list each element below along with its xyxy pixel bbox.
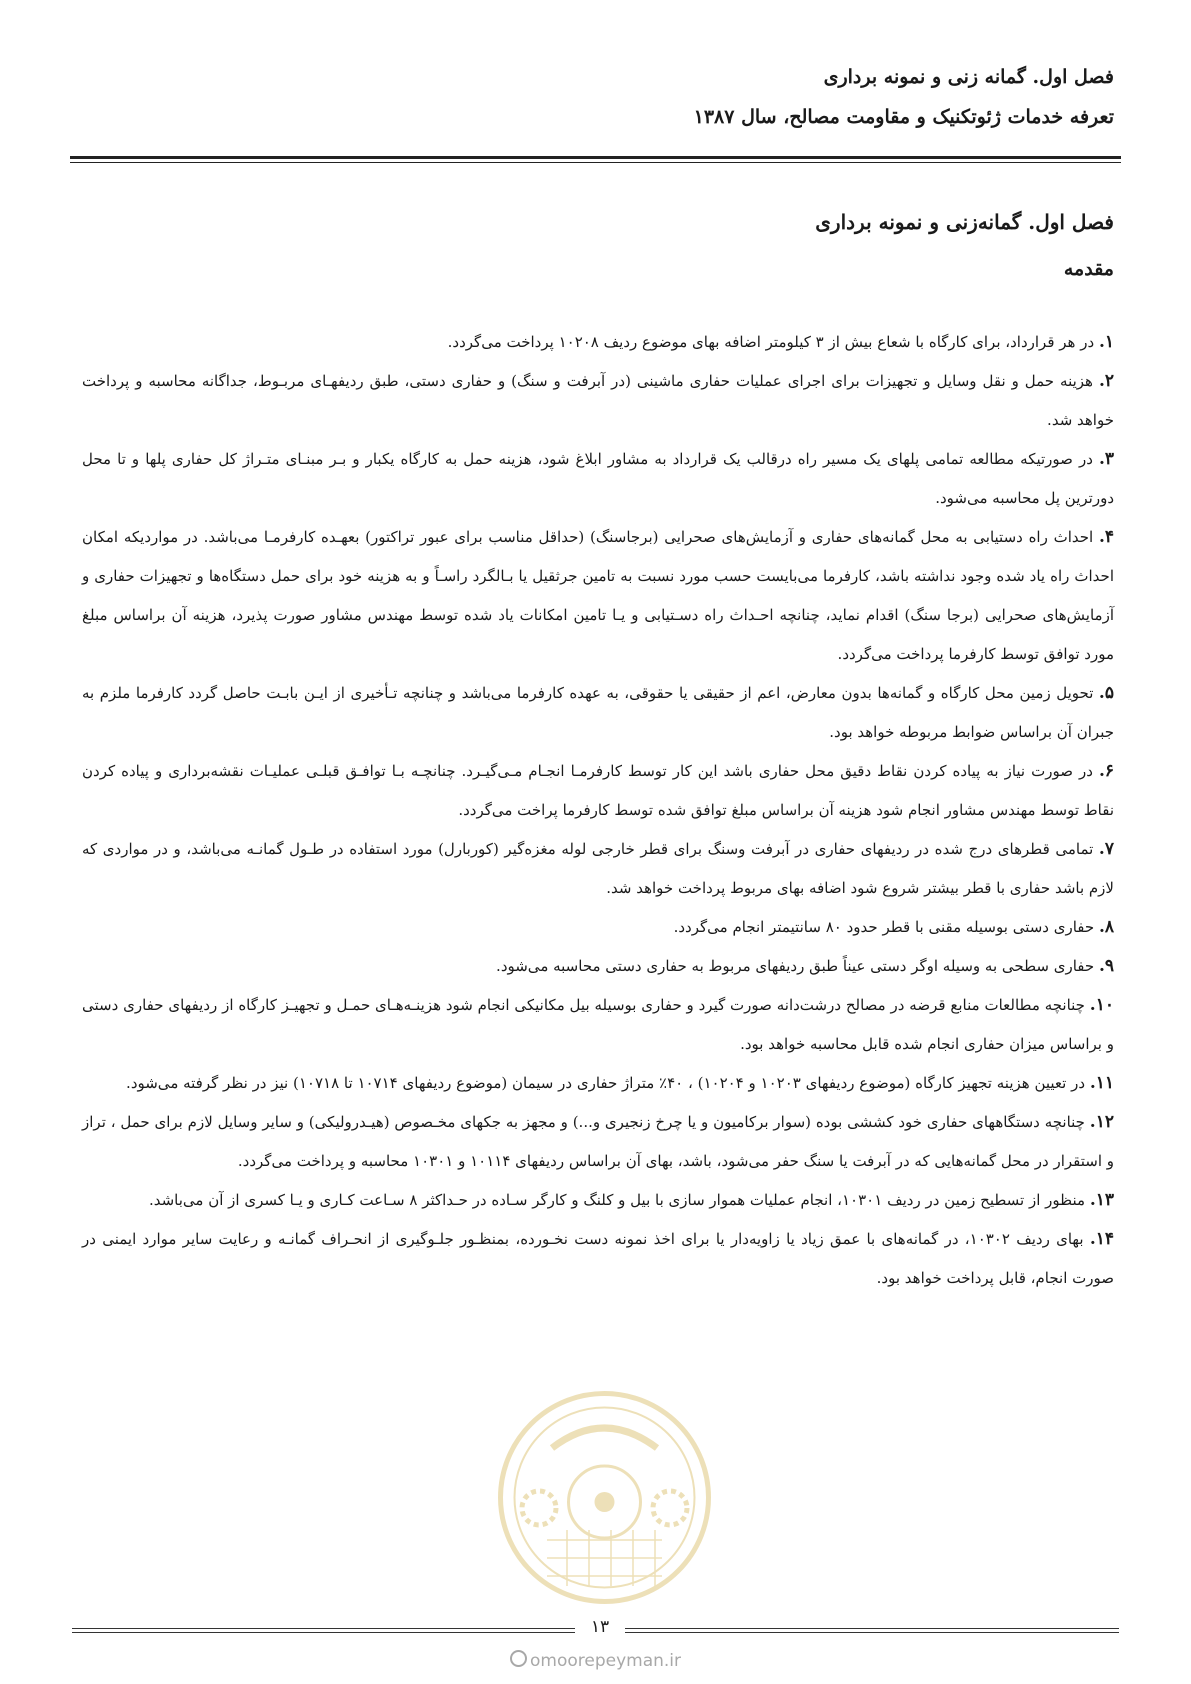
- at-sign-icon: [510, 1650, 527, 1667]
- item-number: ۸.: [1098, 917, 1114, 937]
- item-number: ۱۲.: [1089, 1112, 1114, 1132]
- item-text: در تعیین هزینه تجهیز کارگاه (موضوع ردیفهای ۱۰۲۰۳ و ۱۰۲۰۴) ، ۴۰٪ متراژ حفاری در سیمان (موضوع ردیفهای ۱۰۷۱۴ تا ۱۰۷۱۸) نیز در نظر گرفته می‌شود.: [126, 1074, 1086, 1092]
- seal-watermark-logo: [497, 1390, 712, 1605]
- item-number: ۵.: [1098, 683, 1114, 703]
- page-number: ۱۳: [575, 1617, 625, 1637]
- item-text: در هر قرارداد، برای کارگاه با شعاع بیش از ۳ کیلومتر اضافه بهای موضوع ردیف ۱۰۲۰۸ پرداخت می‌گردد.: [447, 333, 1095, 351]
- list-item: [82, 362, 1114, 440]
- header-rule-thick: [70, 156, 1121, 159]
- list-item: [82, 440, 1114, 518]
- list-item: [82, 908, 1114, 947]
- item-text: در صورت نیاز به پیاده کردن نقاط دقیق محل حفاری باشد این کار توسط کارفرمـا انجـام مـی‌گیـرد. چنانچـه بـا توافـق قبلـی عملیـات نقشه‌برداری و پیاده کردن نقاط توسط مهندس مشاور انجام شود هزینه آن براساس مبلغ توافق شده توسط کارفرما پراخت می‌گردد.: [82, 762, 1114, 819]
- chapter-title: فصل اول. گمانه‌زنی و نمونه برداری: [815, 210, 1114, 234]
- item-text: منظور از تسطیح زمین در ردیف ۱۰۳۰۱، انجام عملیات هموار سازی با بیل و کلنگ و کارگر سـاده در حـداکثر ۸ سـاعت کـاری و یـا کسری از آن می‌باشد.: [148, 1191, 1086, 1209]
- item-number: ۱۳.: [1089, 1190, 1114, 1210]
- list-item: [82, 1220, 1114, 1298]
- list-item: [82, 674, 1114, 752]
- item-number: ۱۰.: [1089, 995, 1114, 1015]
- item-number: ۱.: [1098, 332, 1114, 352]
- item-number: ۷.: [1098, 839, 1114, 859]
- item-text: بهای ردیف ۱۰۳۰۲، در گمانه‌های با عمق زیاد یا زاویه‌دار یا برای اخذ نمونه دست نخـورده، بمنظـور جلـوگیری از انحـراف گمانـه و رعایت سایر موارد ایمنی در صورت انجام، قابل پرداخت خواهد بود.: [82, 1230, 1114, 1287]
- item-text: تحویل زمین محل کارگاه و گمانه‌ها بدون معارض، اعم از حقیقی یا حقوقی، به عهده کارفرما می‌باشد و چنانچه تـأخیری از ایـن بابـت حاصل گردد کارفرما ملزم به جبران آن براساس ضوابط مربوطه خواهد بود.: [82, 684, 1114, 741]
- item-text: چنانچه دستگاههای حفاری خود کششی بوده (سوار برکامیون و یا چرخ زنجیری و...) و مجهز به جکهای مخـصوص (هیـدرولیکی) و سایر وسایل لازم برای حمل ، تراز و استقرار در محل گمانه‌هایی که در آبرفت یا سنگ حفر می‌شود، باشد، بهای آن براساس ردیفهای ۱۰۱۱۴ و ۱۰۳۰۱ محاسبه و پرداخت می‌گردد.: [82, 1113, 1114, 1170]
- item-text: هزینه حمل و نقل وسایل و تجهیزات برای اجرای عملیات حفاری ماشینی (در آبرفت و سنگ) و حفاری دستی، طبق ردیفهـای مربـوط، جداگانه محاسبه و پرداخت خواهد شد.: [82, 372, 1114, 429]
- list-item: [82, 1103, 1114, 1181]
- item-number: ۴.: [1098, 527, 1114, 547]
- item-number: ۶.: [1098, 761, 1114, 781]
- item-number: ۹.: [1098, 956, 1114, 976]
- list-item: [82, 1181, 1114, 1220]
- item-number: ۳.: [1098, 449, 1114, 469]
- list-item: [82, 752, 1114, 830]
- item-text: حفاری دستی بوسیله مقنی با قطر حدود ۸۰ سانتیمتر انجام می‌گردد.: [673, 918, 1095, 936]
- running-header-title: تعرفه خدمات ژئوتکنیک و مقاومت مصالح، سال ۱۳۸۷: [693, 106, 1114, 128]
- item-text: احداث راه دستیابی به محل گمانه‌های حفاری و آزمایش‌های صحرایی (برجاسنگ) (حداقل مناسب برای عبور تراکتور) بعهـده کارفرمـا می‌باشد. در مواردیکه امکان احداث راه یاد شده وجود نداشته باشد، کارفرما می‌بایست حسب مورد نسبت به تامین جرثقیل یا بـالگرد راسـاً و به هزینه خود برای حمل دستگاه‌ها و تجهیزات حفاری و آزمایش‌های صحرایی (برجا سنگ) اقدام نماید، چنانچه احـداث راه دسـتیابی و یـا تامین امکانات یاد شده توسط مهندس مشاور صورت پذیرد، هزینه آن براساس مبلغ مورد توافق توسط کارفرما پرداخت می‌گردد.: [82, 528, 1114, 663]
- website-watermark: [0, 1650, 1191, 1671]
- item-number: ۱۴.: [1089, 1229, 1114, 1249]
- item-text: چنانچه مطالعات منابع قرضه در مصالح درشت‌دانه صورت گیرد و حفاری بوسیله بیل مکانیکی انجام شود هزینـه‌هـای حمـل و تجهیـز کارگاه از ردیفهای حفاری دستی و براساس میزان حفاری انجام شده قابل محاسبه خواهد بود.: [82, 996, 1114, 1053]
- item-text: تمامی قطرهای درج شده در ردیفهای حفاری در آبرفت وسنگ برای قطر خارجی لوله مغزه‌گیر (کوربارل) مورد استفاده در طـول گمانـه می‌باشد، و در مواردی که لازم باشد حفاری با قطر بیشتر شروع شود اضافه بهای مربوط پرداخت خواهد شد.: [82, 840, 1114, 897]
- item-number: ۱۱.: [1089, 1073, 1114, 1093]
- list-item: [82, 947, 1114, 986]
- article-body: [82, 323, 1114, 1298]
- running-header-chapter: فصل اول. گمانه زنی و نمونه برداری: [823, 66, 1114, 88]
- item-text: حفاری سطحی به وسیله اوگر دستی عیناً طبق ردیفهای مربوط به حفاری دستی محاسبه می‌شود.: [496, 957, 1095, 975]
- list-item: [82, 1064, 1114, 1103]
- list-item: [82, 830, 1114, 908]
- list-item: [82, 323, 1114, 362]
- watermark-domain: omoorepeyman.ir: [529, 1651, 682, 1671]
- list-item: [82, 986, 1114, 1064]
- list-item: [82, 518, 1114, 674]
- item-number: ۲.: [1098, 371, 1114, 391]
- header-rule-thin: [70, 162, 1121, 163]
- intro-heading: مقدمه: [1063, 258, 1114, 280]
- item-text: در صورتیکه مطالعه تمامی پلهای یک مسیر راه درقالب یک قرارداد به مشاور ابلاغ شود، هزینه حمل به کارگاه یکبار و بـر مبنـای متـراژ کل حفاری پلها و تا محل دورترین پل محاسبه می‌شود.: [82, 450, 1114, 507]
